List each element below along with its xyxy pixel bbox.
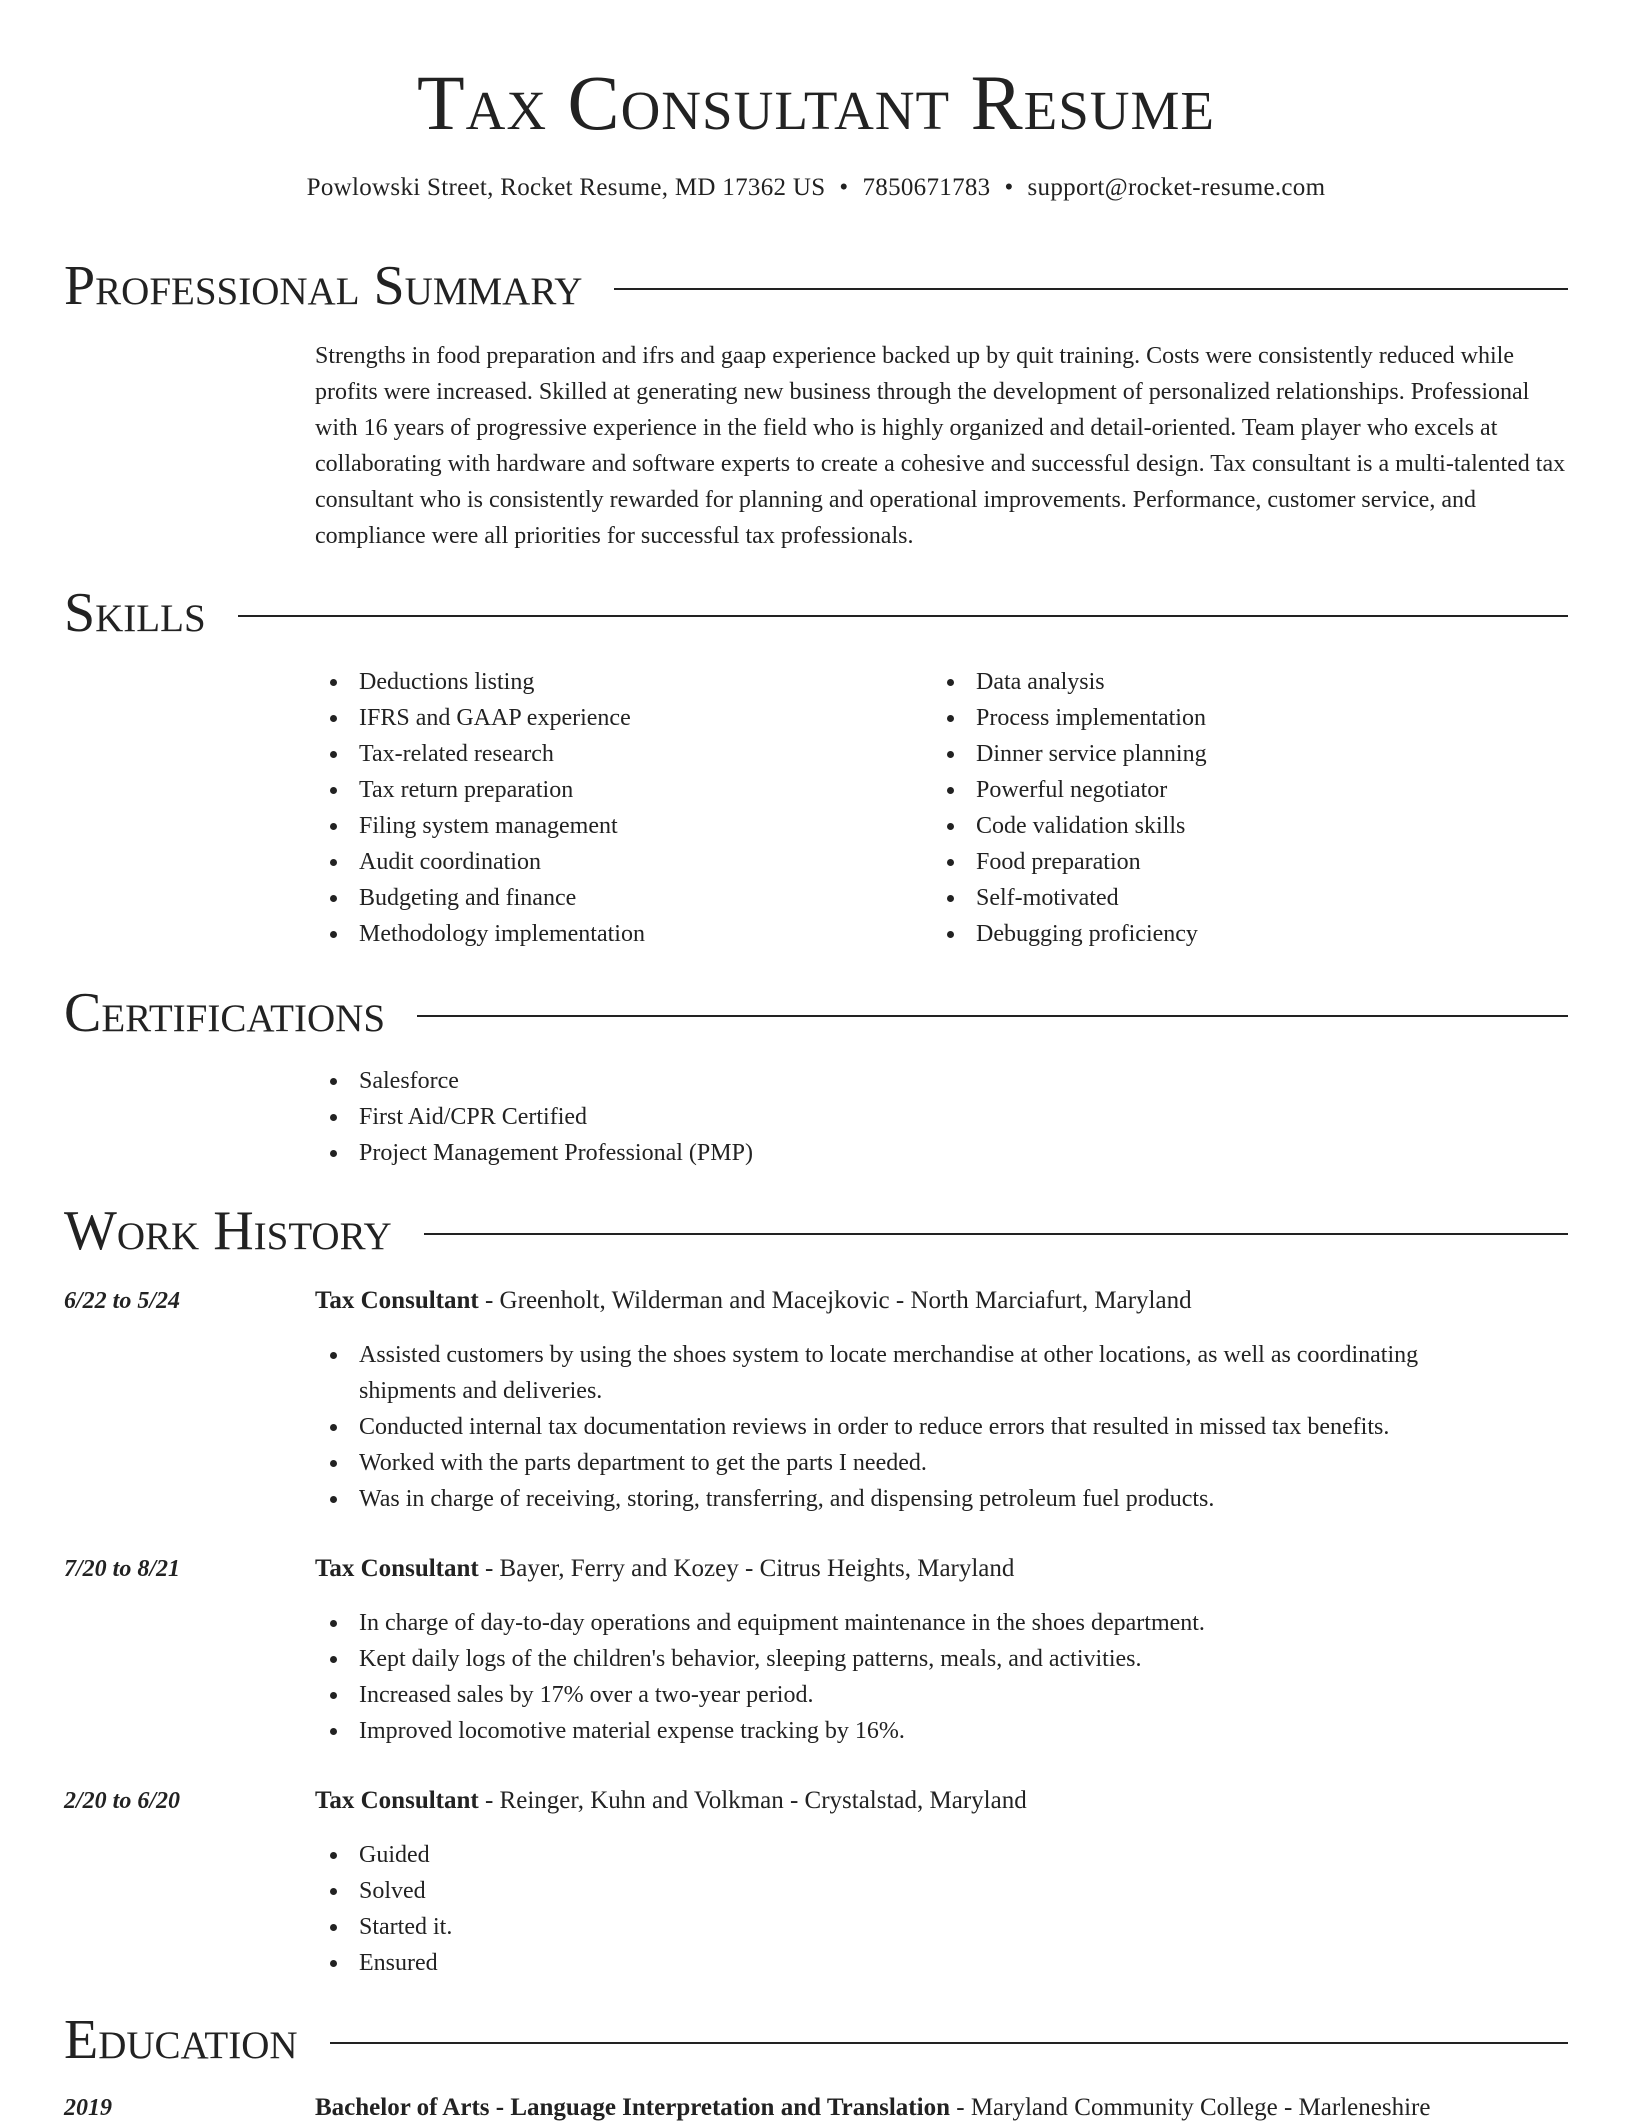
- job-bullet: Assisted customers by using the shoes system to locate merchandise at other locations, as well as coordinating shipments and deliveries.: [315, 1337, 1515, 1409]
- skill-item: IFRS and GAAP experience: [315, 700, 915, 736]
- job-details: - Reinger, Kuhn and Volkman - Crystalstad, Maryland: [478, 1787, 1027, 1814]
- job-details: - Bayer, Ferry and Kozey - Citrus Heights, Maryland: [478, 1555, 1015, 1582]
- skill-item: Tax-related research: [315, 736, 915, 772]
- skill-item: Powerful negotiator: [932, 772, 1532, 808]
- summary-text: Strengths in food preparation and ifrs and gaap experience backed up by quit training. Costs were consistently reduced while profits were increased. Skilled at generating new business through the development of personalized relationships. Professional with 16 years of progressive experience in the field who is highly organized and detail-oriented. Team player who excels at collaborating with hardware and software experts to create a cohesive and successful design. Tax consultant is a multi-talented tax consultant who is consistently rewarded for planning and operational improvements. Performance, customer service, and compliance were all priorities for successful tax professionals.: [315, 343, 1566, 549]
- skill-item: Food preparation: [932, 844, 1532, 880]
- job-bullets: [315, 1837, 1515, 1981]
- section-title-summary: Professional Summary: [64, 255, 583, 317]
- job-bullets: [315, 1337, 1515, 1517]
- job-bullet: Ensured: [315, 1945, 1515, 1981]
- job-bullet: Guided: [315, 1837, 1515, 1873]
- job-heading: [315, 1551, 1014, 1587]
- section-divider: [424, 1233, 1568, 1235]
- skills-list-right: [932, 664, 1532, 952]
- job-bullet: Kept daily logs of the children's behavior, sleeping patterns, meals, and activities.: [315, 1641, 1515, 1677]
- resume-title: Tax Consultant Resume: [416, 59, 1216, 146]
- job-dates: 7/20 to 8/21: [64, 1556, 181, 1582]
- section-divider: [330, 2042, 1568, 2044]
- skill-item: Deductions listing: [315, 664, 915, 700]
- section-title-certifications: Certifications: [64, 982, 386, 1044]
- job-bullet: Was in charge of receiving, storing, transferring, and dispensing petroleum fuel products.: [315, 1481, 1515, 1517]
- job-bullet: Started it.: [315, 1909, 1515, 1945]
- section-header-summary: [64, 255, 1568, 317]
- job-dates: 6/22 to 5/24: [64, 1288, 181, 1314]
- skill-item: Debugging proficiency: [932, 916, 1532, 952]
- section-header-certifications: [64, 982, 1568, 1044]
- skill-item: Budgeting and finance: [315, 880, 915, 916]
- job-details: - Greenholt, Wilderman and Macejkovic - North Marciafurt, Maryland: [478, 1287, 1192, 1314]
- skills-list-left: [315, 664, 915, 952]
- job-heading: [315, 1283, 1192, 1319]
- skill-item: Dinner service planning: [932, 736, 1532, 772]
- skill-item: Filing system management: [315, 808, 915, 844]
- job-heading: [315, 1783, 1027, 1819]
- section-title-skills: Skills: [64, 582, 206, 644]
- job-bullet: Worked with the parts department to get the parts I needed.: [315, 1445, 1515, 1481]
- job-bullet: Conducted internal tax documentation reviews in order to reduce errors that resulted in missed tax benefits.: [315, 1409, 1515, 1445]
- skill-item: Methodology implementation: [315, 916, 915, 952]
- section-title-work-history: Work History: [64, 1200, 392, 1262]
- skill-item: Tax return preparation: [315, 772, 915, 808]
- skill-item: Audit coordination: [315, 844, 915, 880]
- contact-line: [0, 174, 1632, 202]
- job-bullet: Improved locomotive material expense tracking by 16%.: [315, 1713, 1515, 1749]
- education-degree: Bachelor of Arts - Language Interpretation and Translation: [315, 2094, 950, 2121]
- job-bullets: [315, 1605, 1515, 1749]
- certification-item: First Aid/CPR Certified: [315, 1099, 1515, 1135]
- contact-email: support@rocket-resume.com: [1027, 174, 1326, 201]
- education-heading: [315, 2090, 1430, 2126]
- certification-item: Salesforce: [315, 1063, 1515, 1099]
- job-title: Tax Consultant: [315, 1555, 479, 1582]
- contact-address: Powlowski Street, Rocket Resume, MD 17362 US: [306, 174, 826, 201]
- certifications-list: [315, 1063, 1515, 1171]
- skill-item: Code validation skills: [932, 808, 1532, 844]
- section-title-education: Education: [64, 2009, 298, 2071]
- skill-item: Process implementation: [932, 700, 1532, 736]
- contact-separator: •: [839, 174, 849, 201]
- section-divider: [614, 288, 1568, 290]
- job-bullet: In charge of day-to-day operations and equipment maintenance in the shoes department.: [315, 1605, 1515, 1641]
- job-title: Tax Consultant: [315, 1287, 479, 1314]
- contact-phone: 7850671783: [862, 174, 991, 201]
- section-header-education: [64, 2009, 1568, 2071]
- section-header-work-history: [64, 1200, 1568, 1262]
- education-details: - Maryland Community College - Marleneshire: [950, 2094, 1431, 2121]
- skill-item: Data analysis: [932, 664, 1532, 700]
- education-dates: 2019: [64, 2095, 112, 2121]
- section-divider: [417, 1015, 1568, 1017]
- skill-item: Self-motivated: [932, 880, 1532, 916]
- contact-separator: •: [1004, 174, 1014, 201]
- section-divider: [238, 615, 1568, 617]
- job-dates: 2/20 to 6/20: [64, 1788, 181, 1814]
- certification-item: Project Management Professional (PMP): [315, 1135, 1515, 1171]
- job-title: Tax Consultant: [315, 1787, 479, 1814]
- job-bullet: Solved: [315, 1873, 1515, 1909]
- job-bullet: Increased sales by 17% over a two-year period.: [315, 1677, 1515, 1713]
- section-header-skills: [64, 582, 1568, 644]
